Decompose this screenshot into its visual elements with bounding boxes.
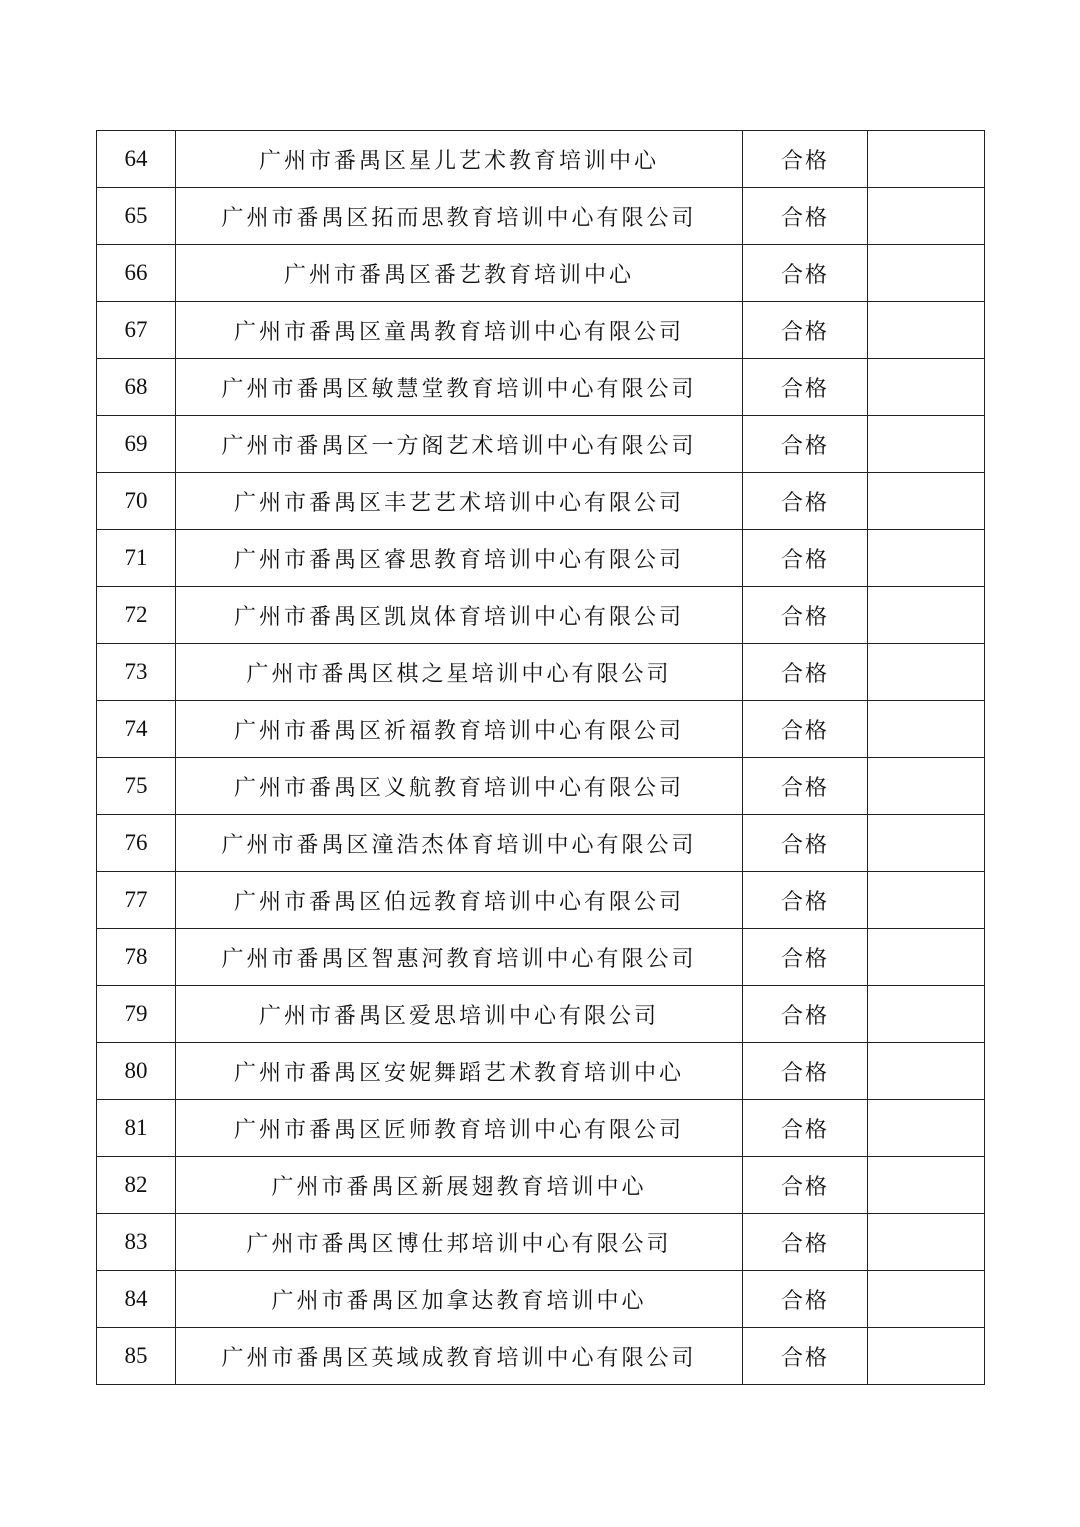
result-cell: 合格	[743, 416, 868, 473]
table-row	[97, 1043, 985, 1100]
result-cell: 合格	[743, 188, 868, 245]
institution-name: 广州市番禺区棋之星培训中心有限公司	[176, 644, 743, 701]
table-row	[97, 188, 985, 245]
remark-cell	[868, 872, 985, 929]
result-cell: 合格	[743, 986, 868, 1043]
remark-cell	[868, 929, 985, 986]
row-number: 66	[97, 245, 176, 302]
result-cell: 合格	[743, 1214, 868, 1271]
results-table-body	[97, 131, 985, 1385]
institution-name: 广州市番禺区博仕邦培训中心有限公司	[176, 1214, 743, 1271]
row-number: 74	[97, 701, 176, 758]
table-row	[97, 1100, 985, 1157]
remark-cell	[868, 701, 985, 758]
row-number: 73	[97, 644, 176, 701]
table-row	[97, 131, 985, 188]
remark-cell	[868, 1043, 985, 1100]
result-cell: 合格	[743, 587, 868, 644]
remark-cell	[868, 416, 985, 473]
row-number: 75	[97, 758, 176, 815]
result-cell: 合格	[743, 929, 868, 986]
row-number: 72	[97, 587, 176, 644]
result-cell: 合格	[743, 131, 868, 188]
table-row	[97, 245, 985, 302]
remark-cell	[868, 1328, 985, 1385]
institution-name: 广州市番禺区星儿艺术教育培训中心	[176, 131, 743, 188]
row-number: 67	[97, 302, 176, 359]
institution-name: 广州市番禺区敏慧堂教育培训中心有限公司	[176, 359, 743, 416]
remark-cell	[868, 1157, 985, 1214]
results-table	[96, 130, 985, 1385]
row-number: 70	[97, 473, 176, 530]
institution-name: 广州市番禺区祈福教育培训中心有限公司	[176, 701, 743, 758]
row-number: 84	[97, 1271, 176, 1328]
table-row	[97, 587, 985, 644]
row-number: 68	[97, 359, 176, 416]
row-number: 80	[97, 1043, 176, 1100]
result-cell: 合格	[743, 245, 868, 302]
institution-name: 广州市番禺区丰艺艺术培训中心有限公司	[176, 473, 743, 530]
remark-cell	[868, 986, 985, 1043]
remark-cell	[868, 473, 985, 530]
table-row	[97, 1214, 985, 1271]
institution-name: 广州市番禺区智惠河教育培训中心有限公司	[176, 929, 743, 986]
row-number: 71	[97, 530, 176, 587]
table-row	[97, 1328, 985, 1385]
remark-cell	[868, 302, 985, 359]
result-cell: 合格	[743, 1157, 868, 1214]
institution-name: 广州市番禺区伯远教育培训中心有限公司	[176, 872, 743, 929]
remark-cell	[868, 587, 985, 644]
result-cell: 合格	[743, 1328, 868, 1385]
institution-name: 广州市番禺区睿思教育培训中心有限公司	[176, 530, 743, 587]
row-number: 76	[97, 815, 176, 872]
table-row	[97, 872, 985, 929]
result-cell: 合格	[743, 701, 868, 758]
institution-name: 广州市番禺区潼浩杰体育培训中心有限公司	[176, 815, 743, 872]
institution-name: 广州市番禺区义航教育培训中心有限公司	[176, 758, 743, 815]
row-number: 64	[97, 131, 176, 188]
row-number: 81	[97, 1100, 176, 1157]
table-row	[97, 701, 985, 758]
table-row	[97, 302, 985, 359]
row-number: 85	[97, 1328, 176, 1385]
table-row	[97, 1157, 985, 1214]
result-cell: 合格	[743, 473, 868, 530]
result-cell: 合格	[743, 530, 868, 587]
remark-cell	[868, 188, 985, 245]
table-row	[97, 644, 985, 701]
remark-cell	[868, 131, 985, 188]
table-row	[97, 473, 985, 530]
institution-name: 广州市番禺区拓而思教育培训中心有限公司	[176, 188, 743, 245]
table-row	[97, 416, 985, 473]
remark-cell	[868, 245, 985, 302]
institution-name: 广州市番禺区匠师教育培训中心有限公司	[176, 1100, 743, 1157]
institution-name: 广州市番禺区新展翅教育培训中心	[176, 1157, 743, 1214]
institution-name: 广州市番禺区一方阁艺术培训中心有限公司	[176, 416, 743, 473]
institution-name: 广州市番禺区凯岚体育培训中心有限公司	[176, 587, 743, 644]
remark-cell	[868, 1271, 985, 1328]
remark-cell	[868, 644, 985, 701]
institution-name: 广州市番禺区爱思培训中心有限公司	[176, 986, 743, 1043]
row-number: 69	[97, 416, 176, 473]
remark-cell	[868, 530, 985, 587]
table-row	[97, 530, 985, 587]
table-row	[97, 359, 985, 416]
row-number: 78	[97, 929, 176, 986]
table-row	[97, 815, 985, 872]
row-number: 83	[97, 1214, 176, 1271]
row-number: 77	[97, 872, 176, 929]
institution-name: 广州市番禺区安妮舞蹈艺术教育培训中心	[176, 1043, 743, 1100]
result-cell: 合格	[743, 644, 868, 701]
result-cell: 合格	[743, 1043, 868, 1100]
result-cell: 合格	[743, 815, 868, 872]
table-row	[97, 929, 985, 986]
institution-name: 广州市番禺区番艺教育培训中心	[176, 245, 743, 302]
result-cell: 合格	[743, 1100, 868, 1157]
institution-name: 广州市番禺区英域成教育培训中心有限公司	[176, 1328, 743, 1385]
institution-name: 广州市番禺区加拿达教育培训中心	[176, 1271, 743, 1328]
remark-cell	[868, 359, 985, 416]
result-cell: 合格	[743, 758, 868, 815]
result-cell: 合格	[743, 1271, 868, 1328]
remark-cell	[868, 1214, 985, 1271]
table-row	[97, 758, 985, 815]
row-number: 79	[97, 986, 176, 1043]
table-row	[97, 986, 985, 1043]
remark-cell	[868, 758, 985, 815]
remark-cell	[868, 1100, 985, 1157]
row-number: 82	[97, 1157, 176, 1214]
result-cell: 合格	[743, 302, 868, 359]
row-number: 65	[97, 188, 176, 245]
table-row	[97, 1271, 985, 1328]
result-cell: 合格	[743, 359, 868, 416]
remark-cell	[868, 815, 985, 872]
result-cell: 合格	[743, 872, 868, 929]
institution-name: 广州市番禺区童禺教育培训中心有限公司	[176, 302, 743, 359]
